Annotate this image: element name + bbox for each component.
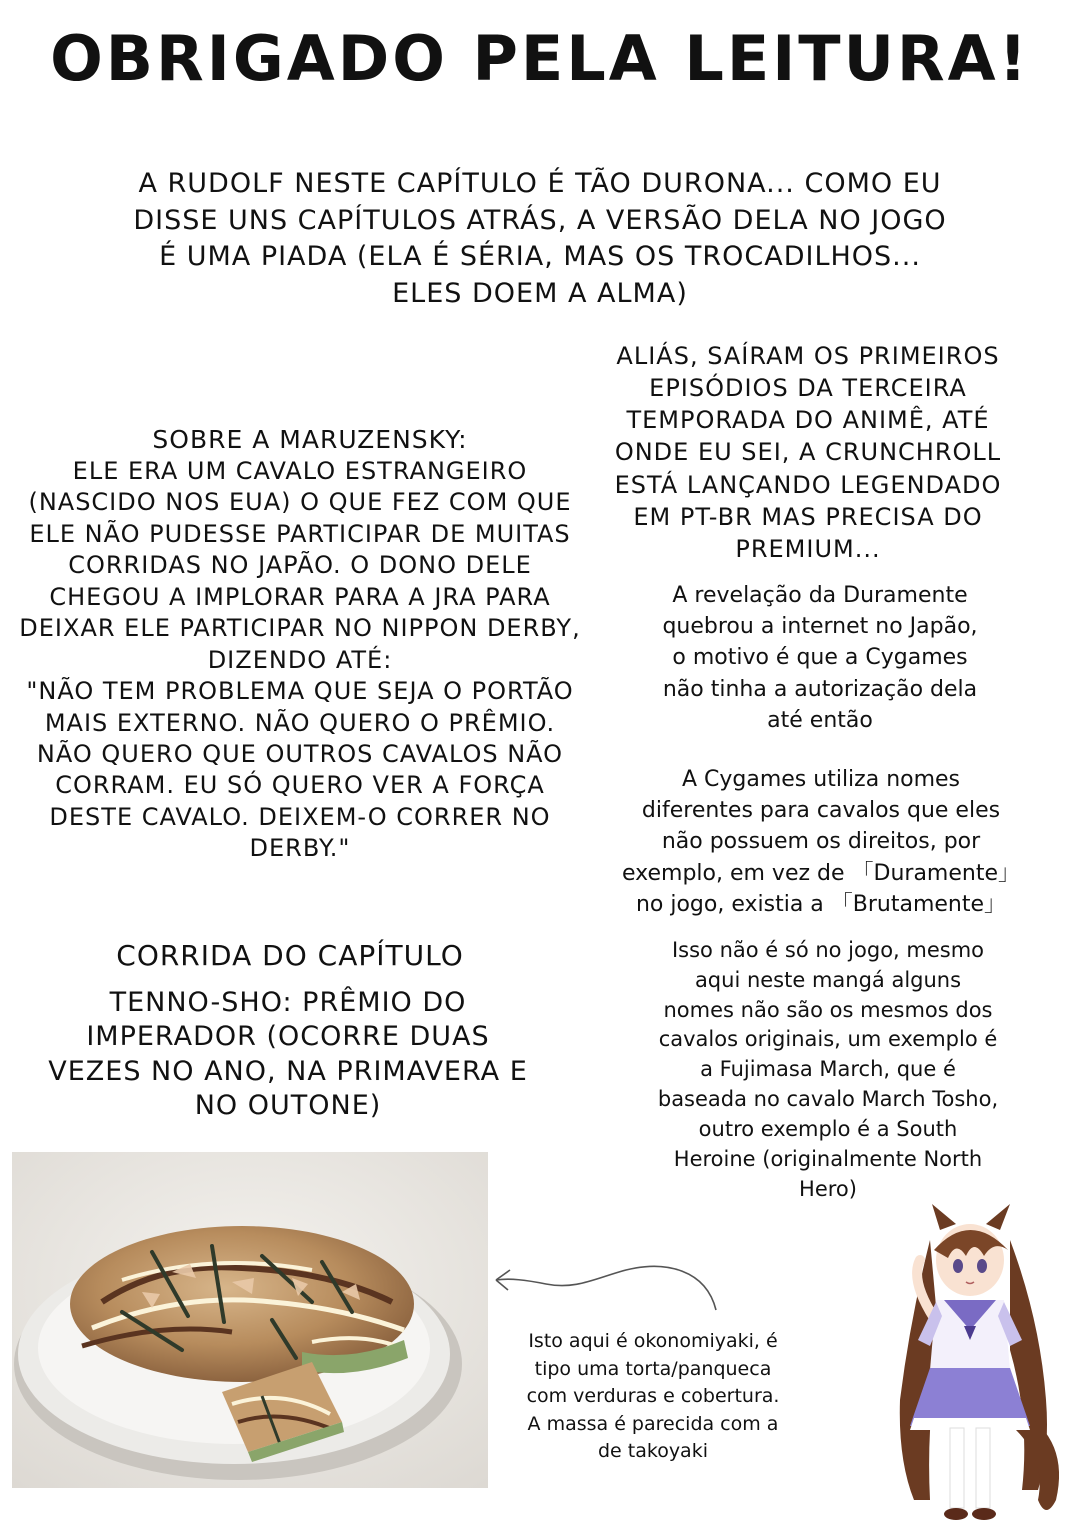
- duramente-note: A revelação da Duramente quebrou a internet no Japão, o motivo é que a Cygames não tinha a autorização dela até então: [662, 583, 978, 733]
- page-title: OBRIGADO PELA LEITURA!: [50, 22, 1030, 95]
- character-illustration: [870, 1200, 1070, 1536]
- race-heading: CORRIDA DO CAPÍTULO: [116, 939, 464, 972]
- okonomiyaki-note: Isto aqui é okonomiyaki, é tipo uma torta/panqueca com verduras e cobertura. A massa é parecida com a de takoyaki: [526, 1330, 780, 1463]
- manga-names-note: Isso não é só no jogo, mesmo aqui neste mangá alguns nomes não são os mesmos dos cavalos originais, um exemplo é a Fujimasa March, que é baseada no cavalo March Tosho, outro exemplo é a South Heroine (originalmente North Hero): [657, 938, 999, 1201]
- cygames-names-note: A Cygames utiliza nomes diferentes para cavalos que eles não possuem os direitos, por exemplo, em vez de 「Duramente」 no jogo, existia a 「Brutamente」: [621, 767, 1020, 917]
- anime-season-note: ALIÁS, SAÍRAM OS PRIMEIROS EPISÓDIOS DA TERCEIRA TEMPORADA DO ANIMÊ, ATÉ ONDE EU SEI, A CRUNCHROLL ESTÁ LANÇANDO LEGENDADO EM PT-BR MAS PRECISA DO PREMIUM...: [614, 342, 1002, 563]
- maruzensky-heading: SOBRE A MARUZENSKY:: [152, 425, 468, 454]
- intro-paragraph: A RUDOLF NESTE CAPÍTULO É TÃO DURONA... COMO EU DISSE UNS CAPÍTULOS ATRÁS, A VERSÃO DELA NO JOGO É UMA PIADA (ELA É SÉRIA, MAS OS TROCADILHOS... ELES DOEM A ALMA): [133, 168, 947, 310]
- okonomiyaki-photo: [12, 1152, 488, 1488]
- maruzensky-paragraph: ELE ERA UM CAVALO ESTRANGEIRO (NASCIDO NOS EUA) O QUE FEZ COM QUE ELE NÃO PUDESSE PARTICIPAR DE MUITAS CORRIDAS NO JAPÃO. O DONO DELE CHEGOU A IMPLORAR PARA A JRA PARA DEIXAR ELE PARTICIPAR NO NIPPON DERBY, DIZENDO ATÉ: "NÃO TEM PROBLEMA QUE SEJA O PORTÃO MAIS EXTERNO. NÃO QUERO O PRÊMIO. NÃO QUERO QUE OUTROS CAVALOS NÃO CORRAM. EU SÓ QUERO VER A FORÇA DESTE CAVALO. DEIXEM-O CORRER NO DERBY.": [19, 457, 581, 863]
- arrow-icon: [486, 1240, 726, 1320]
- race-paragraph: TENNO-SHO: PRÊMIO DO IMPERADOR (OCORRE DUAS VEZES NO ANO, NA PRIMAVERA E NO OUTONE): [48, 987, 528, 1121]
